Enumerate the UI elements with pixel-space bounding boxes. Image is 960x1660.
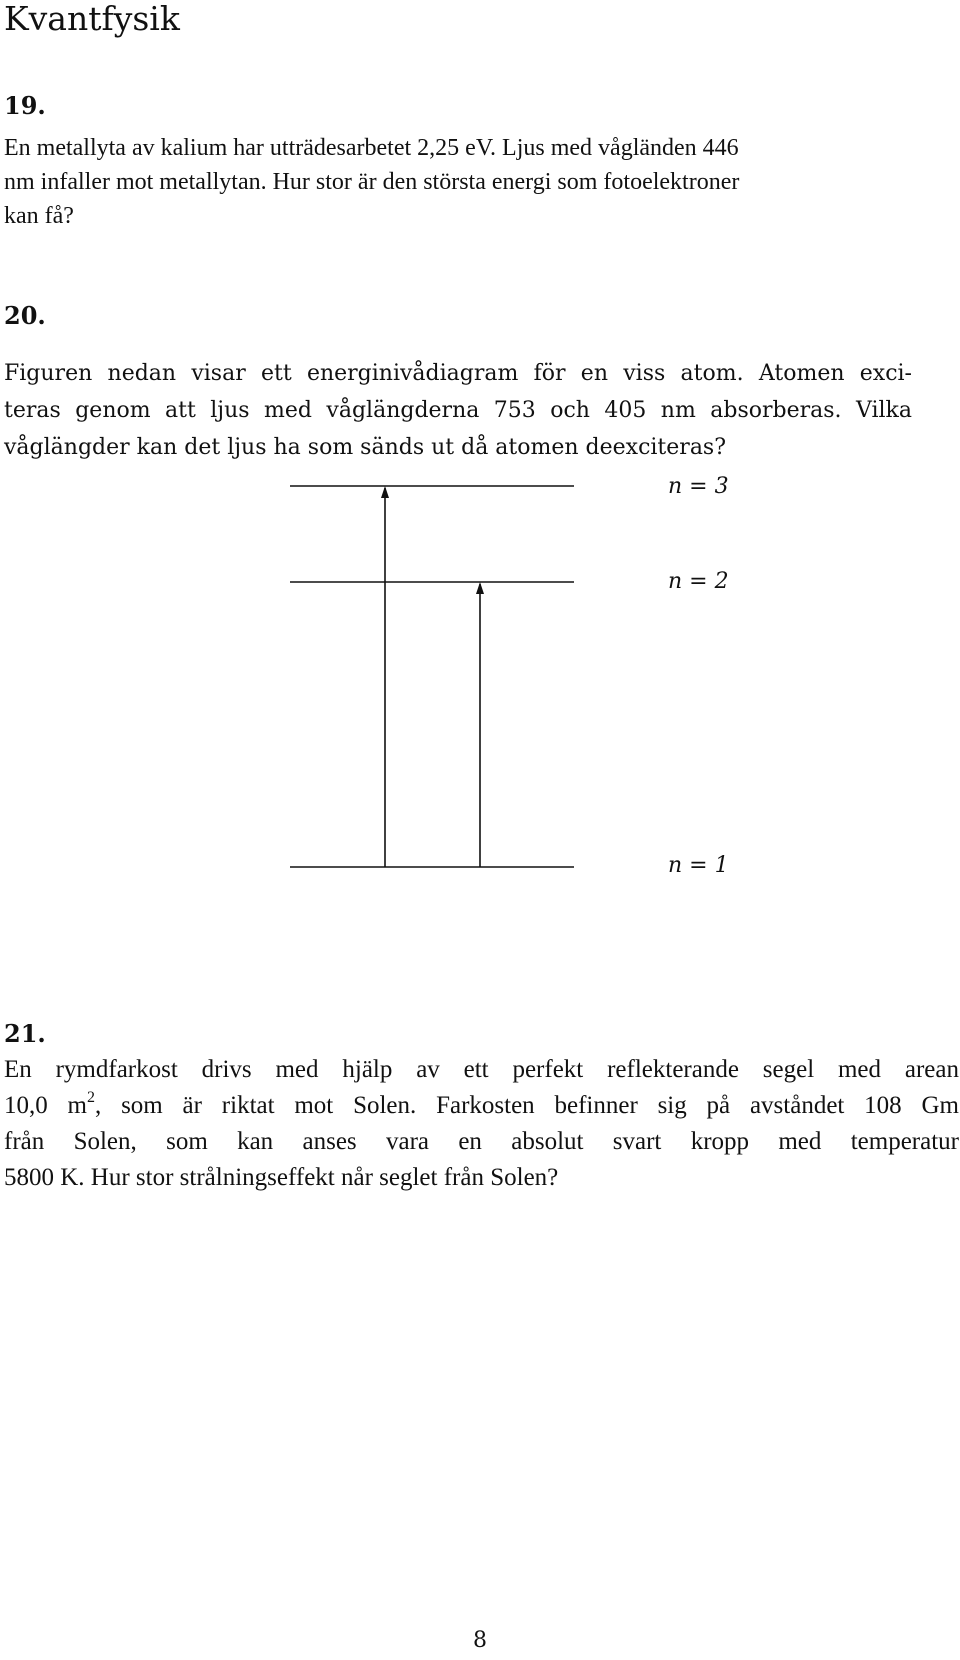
level-label-n2: n = 2 bbox=[668, 569, 729, 594]
area-exponent: 2 bbox=[87, 1088, 96, 1106]
page-number: 8 bbox=[473, 1628, 487, 1653]
problem-21-line: En rymdfarkost drivs med hjälp av ett perfekt reflekterande segel med arean bbox=[4, 1056, 959, 1083]
problem-21-text bbox=[4, 1052, 959, 1196]
problem-20-number: 20. bbox=[4, 301, 46, 330]
problem-19-line: nm infaller mot metallytan. Hur stor är den största energi som fotoelektroner bbox=[4, 169, 740, 195]
problem-21-number: 21. bbox=[4, 1019, 46, 1048]
energy-level-diagram bbox=[0, 470, 960, 890]
page-title: Kvantfysik bbox=[4, 0, 180, 38]
problem-19-line: En metallyta av kalium har utträdesarbetet 2,25 eV. Ljus med vågländen 446 bbox=[4, 135, 739, 161]
problem-19-number: 19. bbox=[4, 91, 46, 120]
line-rest: , som är riktat mot Solen. Farkosten befinner sig på avståndet 108 Gm bbox=[95, 1092, 959, 1119]
level-label-n1: n = 1 bbox=[668, 853, 729, 878]
area-value: 10,0 m bbox=[4, 1092, 88, 1119]
arrowhead-n2 bbox=[476, 582, 484, 594]
arrowhead-n3 bbox=[381, 486, 389, 498]
level-label-n3: n = 3 bbox=[668, 474, 729, 499]
problem-19-line: kan få? bbox=[4, 203, 74, 229]
problem-19-text bbox=[4, 131, 814, 233]
problem-21-line: från Solen, som kan anses vara en absolut svart kropp med temperatur bbox=[4, 1128, 959, 1155]
problem-21-line: 5800 K. Hur stor strålningseffekt når seglet från Solen? bbox=[4, 1164, 559, 1191]
problem-20-line: teras genom att ljus med våglängderna 753 och 405 nm absorberas. Vilka bbox=[4, 398, 912, 423]
problem-20-line: Figuren nedan visar ett energinivådiagram för en viss atom. Atomen exci- bbox=[4, 361, 912, 386]
problem-20-line: våglängder kan det ljus ha som sänds ut då atomen deexciteras? bbox=[4, 435, 727, 460]
problem-20-text bbox=[4, 355, 912, 466]
problem-21-line bbox=[4, 1088, 959, 1124]
